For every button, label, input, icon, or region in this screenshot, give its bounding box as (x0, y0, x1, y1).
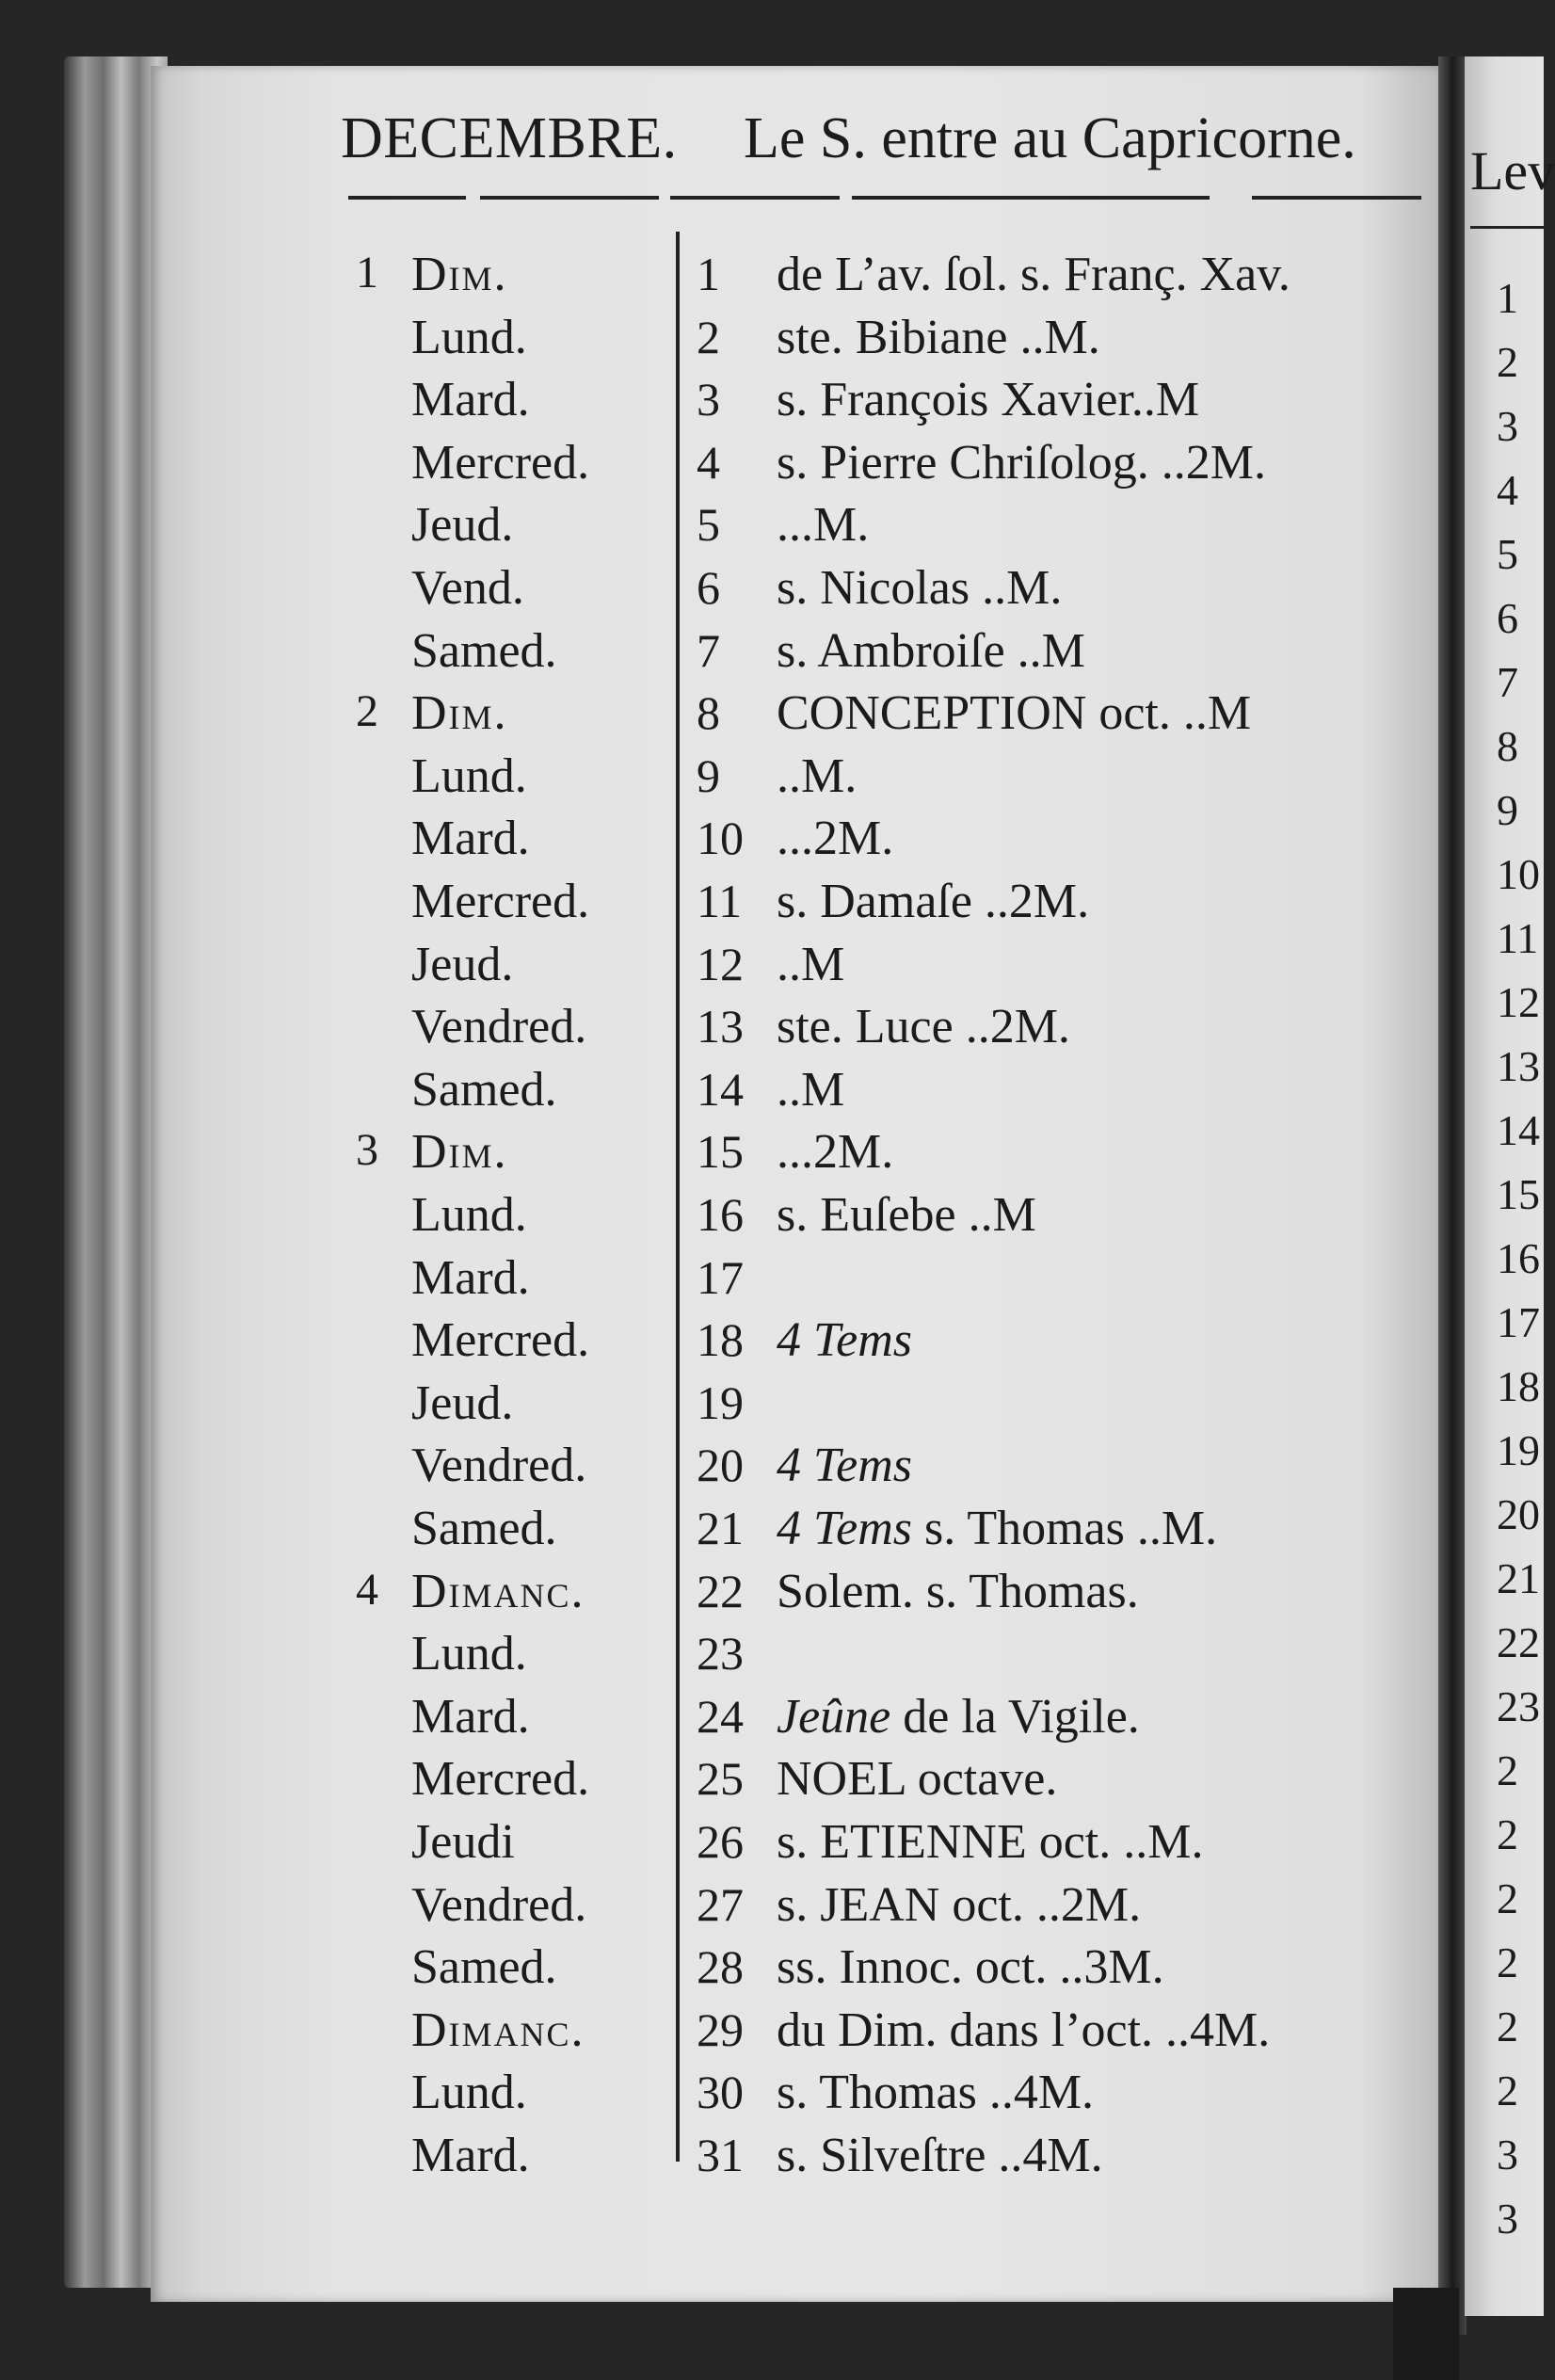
feast-entry (777, 435, 1266, 490)
day-of-month: 3 (697, 373, 720, 426)
right-page-day-number: 13 (1497, 1042, 1540, 1090)
calendar-row (0, 1626, 1440, 1688)
calendar-row (0, 247, 1440, 309)
feast-entry (777, 999, 1070, 1054)
feast-text: ss. Innoc. oct. ..3M. (777, 1940, 1164, 1995)
day-of-month: 22 (697, 1564, 744, 1617)
weekday-name: Lund. (411, 2066, 527, 2120)
calendar-row (0, 1814, 1440, 1876)
feast-italic: 4 Tems (777, 1313, 913, 1368)
right-page-day-number: 3 (1497, 2195, 1518, 2243)
calendar-row (0, 1877, 1440, 1939)
right-page-day-number: 12 (1497, 978, 1540, 1026)
calendar-row (0, 748, 1440, 811)
calendar-row (0, 497, 1440, 559)
day-of-month: 13 (697, 1000, 744, 1053)
right-page-day-number: 17 (1497, 1298, 1540, 1346)
feast-entry (777, 2065, 1094, 2120)
weekday-name: Mercred. (411, 1313, 590, 1368)
calendar-row (0, 1062, 1440, 1124)
feast-text: du Dim. dans l’oct. ..4M. (777, 2002, 1271, 2057)
weekday-name: Jeud. (411, 498, 514, 553)
calendar-row (0, 2065, 1440, 2127)
feast-entry (777, 1689, 1140, 1745)
feast-entry (777, 560, 1062, 616)
right-page-day-number: 14 (1497, 1106, 1540, 1154)
feast-entry (777, 1062, 844, 1118)
right-page-day-number: 15 (1497, 1170, 1540, 1218)
calendar-row (0, 937, 1440, 999)
right-page-day-number: 2 (1497, 1874, 1518, 1922)
feast-text: Solem. s. Thomas. (777, 1564, 1139, 1618)
feast-text: de la Vigile. (890, 1689, 1140, 1744)
right-page-day-number: 22 (1497, 1618, 1540, 1666)
calendar-row (0, 372, 1440, 434)
feast-entry (777, 874, 1089, 929)
right-page-day-number: 2 (1497, 1810, 1518, 1858)
month-heading: DECEMBRE. (341, 106, 678, 170)
feast-entry (777, 1187, 1036, 1243)
feast-text: s. JEAN oct. ..2M. (777, 1877, 1142, 1932)
feast-entry (777, 1501, 1217, 1556)
feast-text: ...M. (777, 498, 870, 553)
feast-text: s. ETIENNE oct. ..M. (777, 1815, 1204, 1869)
right-page-day-number: 23 (1497, 1682, 1540, 1730)
feast-entry (777, 1814, 1203, 1870)
weekday-name: Mard. (411, 373, 530, 427)
feast-entry (777, 623, 1085, 679)
weekday-name: Mercred. (411, 1752, 590, 1807)
header-rule (1252, 196, 1421, 200)
right-page-day-number: 6 (1497, 594, 1518, 642)
ribbon-bookmark (1393, 2288, 1459, 2380)
day-of-month: 23 (697, 1627, 744, 1680)
calendar-row (0, 1689, 1440, 1751)
feast-entry (777, 1751, 1057, 1807)
right-page-day-number: 16 (1497, 1234, 1540, 1282)
weekday-name: Vend. (411, 561, 524, 615)
weekday-name: Lund. (411, 1188, 527, 1242)
calendar-row (0, 560, 1440, 622)
feast-text: ..M (777, 937, 845, 991)
weekday-name: Lund. (411, 310, 527, 364)
page-gutter (1438, 56, 1467, 2335)
day-of-month: 6 (697, 561, 720, 614)
day-of-month: 15 (697, 1125, 744, 1179)
weekday-name: Mard. (411, 1250, 530, 1305)
weekday-name: Samed. (411, 1940, 557, 1995)
right-page-day-number: 2 (1497, 1938, 1518, 1986)
weekday-name: Vendred. (411, 1439, 587, 1493)
feast-text: ste. Luce ..2M. (777, 1000, 1070, 1054)
calendar-row (0, 2128, 1440, 2190)
feast-entry (777, 1564, 1139, 1619)
weekday-name: Dimanc. (411, 1564, 585, 1618)
feast-text: s. Nicolas ..M. (777, 561, 1063, 615)
weekday-name: Jeud. (411, 1375, 514, 1430)
weekday-name: Samed. (411, 1502, 557, 1555)
weekday-name: Lund. (411, 748, 527, 803)
header-rule (852, 196, 1210, 200)
zodiac-note: Le S. entre au Capricorne. (744, 106, 1356, 170)
week-number: 3 (356, 1125, 378, 1176)
feast-entry (777, 1438, 912, 1493)
day-of-month: 7 (697, 623, 720, 677)
day-of-month: 31 (697, 2129, 744, 2181)
week-number: 4 (356, 1564, 378, 1615)
day-of-month: 19 (697, 1375, 744, 1429)
weekday-name: Samed. (411, 1062, 557, 1117)
right-page-day-number: 2 (1497, 1746, 1518, 1794)
feast-entry (777, 2002, 1270, 2058)
right-page-day-number: 20 (1497, 1490, 1540, 1538)
calendar-row (0, 1312, 1440, 1375)
weekday-name: Jeud. (411, 937, 514, 991)
day-of-month: 17 (697, 1250, 744, 1304)
right-page-rule (1470, 226, 1544, 229)
feast-entry (777, 2128, 1103, 2183)
right-page-day-number: 2 (1497, 338, 1518, 386)
right-page-day-number: 8 (1497, 722, 1518, 770)
weekday-name: Dimanc. (411, 2002, 585, 2057)
calendar-row (0, 2002, 1440, 2065)
right-page-day-number: 5 (1497, 530, 1518, 578)
day-of-month: 2 (697, 310, 720, 363)
feast-text: s. Damaſe ..2M. (777, 875, 1090, 928)
feast-entry (777, 685, 1251, 741)
calendar-row (0, 1564, 1440, 1626)
header-rule (348, 196, 466, 200)
right-page-day-number: 9 (1497, 786, 1518, 834)
weekday-name: Mard. (411, 2129, 530, 2182)
day-of-month: 9 (697, 748, 720, 802)
weekday-name: Dim. (411, 248, 508, 301)
weekday-name: Mard. (411, 812, 530, 866)
day-of-month: 26 (697, 1815, 744, 1868)
feast-text: s. Pierre Chriſolog. ..2M. (777, 435, 1266, 490)
day-of-month: 4 (697, 435, 720, 489)
feast-entry (777, 811, 893, 866)
feast-entry (777, 247, 1290, 302)
week-number: 1 (356, 248, 378, 298)
feast-text: de L’av. ſol. s. Franç. Xav. (777, 248, 1290, 301)
calendar-row (0, 1501, 1440, 1563)
right-page-day-number: 2 (1497, 2066, 1518, 2115)
feast-entry (777, 310, 1100, 365)
feast-italic: 4 Tems (777, 1502, 913, 1555)
feast-entry (777, 497, 869, 553)
feast-entry (777, 748, 857, 804)
feast-italic: 4 Tems (777, 1439, 913, 1493)
right-page-day-number: 1 (1497, 274, 1518, 322)
day-of-month: 11 (697, 875, 743, 927)
day-of-month: 8 (697, 686, 720, 740)
weekday-name: Mercred. (411, 875, 590, 928)
right-page-day-number: 7 (1497, 658, 1518, 706)
day-of-month: 29 (697, 2002, 744, 2056)
day-of-month: 18 (697, 1313, 744, 1367)
right-page-heading: Lev (1470, 140, 1555, 201)
day-of-month: 5 (697, 498, 720, 552)
day-of-month: 14 (697, 1062, 744, 1116)
weekday-name: Samed. (411, 623, 557, 678)
header-rule (480, 196, 659, 200)
feast-text: ...2M. (777, 812, 894, 866)
weekday-name: Jeudi (411, 1815, 515, 1869)
calendar-row (0, 435, 1440, 497)
feast-entry (777, 937, 844, 992)
feast-text: s. Silveſtre ..4M. (777, 2129, 1103, 2182)
calendar-row (0, 874, 1440, 936)
feast-entry (777, 1124, 893, 1180)
calendar-row (0, 1124, 1440, 1186)
right-page-day-number: 19 (1497, 1426, 1540, 1474)
calendar-row (0, 1375, 1440, 1438)
day-of-month: 1 (697, 248, 720, 300)
calendar-row (0, 1187, 1440, 1249)
day-of-month: 28 (697, 1940, 744, 1994)
feast-entry (777, 372, 1199, 427)
right-page-day-number: 3 (1497, 402, 1518, 450)
feast-text: ..M. (777, 748, 858, 803)
feast-text: NOEL octave. (777, 1752, 1058, 1807)
feast-text: s. Ambroiſe ..M (777, 623, 1085, 678)
day-of-month: 30 (697, 2066, 744, 2119)
right-page-day-number: 18 (1497, 1362, 1540, 1410)
feast-text: s. Thomas ..4M. (777, 2066, 1095, 2120)
calendar-row (0, 623, 1440, 685)
feast-text: s. François Xavier..M (777, 373, 1200, 427)
day-of-month: 16 (697, 1188, 744, 1241)
weekday-name: Dim. (411, 686, 508, 741)
feast-text: ste. Bibiane ..M. (777, 310, 1100, 364)
day-of-month: 24 (697, 1689, 744, 1743)
weekday-name: Vendred. (411, 1877, 587, 1932)
day-of-month: 25 (697, 1752, 744, 1806)
calendar-row (0, 999, 1440, 1061)
calendar-row (0, 1751, 1440, 1813)
day-of-month: 10 (697, 812, 744, 865)
feast-entry (777, 1312, 912, 1368)
feast-italic: Jeûne (777, 1689, 891, 1744)
weekday-name: Mercred. (411, 435, 590, 490)
feast-text: ..M (777, 1062, 845, 1117)
feast-text: ...2M. (777, 1125, 894, 1180)
day-of-month: 27 (697, 1877, 744, 1931)
feast-text: s. Thomas ..M. (912, 1502, 1218, 1555)
calendar-row (0, 1438, 1440, 1500)
calendar-row (0, 1250, 1440, 1312)
right-page-day-number: 10 (1497, 850, 1540, 898)
right-page-day-number: 3 (1497, 2131, 1518, 2179)
feast-entry (777, 1877, 1141, 1933)
feast-text: CONCEPTION oct. ..M (777, 686, 1252, 741)
feast-text: s. Euſebe ..M (777, 1188, 1036, 1242)
right-page-day-number: 2 (1497, 2002, 1518, 2050)
week-number: 2 (356, 686, 378, 737)
calendar-row (0, 1939, 1440, 2002)
day-of-month: 21 (697, 1502, 744, 1554)
right-page-day-number: 21 (1497, 1554, 1540, 1602)
weekday-name: Lund. (411, 1627, 527, 1681)
day-of-month: 20 (697, 1439, 744, 1492)
feast-entry (777, 1939, 1164, 1995)
right-page-day-number: 4 (1497, 466, 1518, 514)
calendar-row (0, 310, 1440, 372)
right-page-day-number: 11 (1497, 914, 1539, 962)
day-of-month: 12 (697, 937, 744, 990)
header-rule (670, 196, 840, 200)
weekday-name: Vendred. (411, 1000, 587, 1054)
calendar-row (0, 685, 1440, 748)
calendar-row (0, 811, 1440, 873)
weekday-name: Dim. (411, 1125, 508, 1180)
weekday-name: Mard. (411, 1689, 530, 1744)
